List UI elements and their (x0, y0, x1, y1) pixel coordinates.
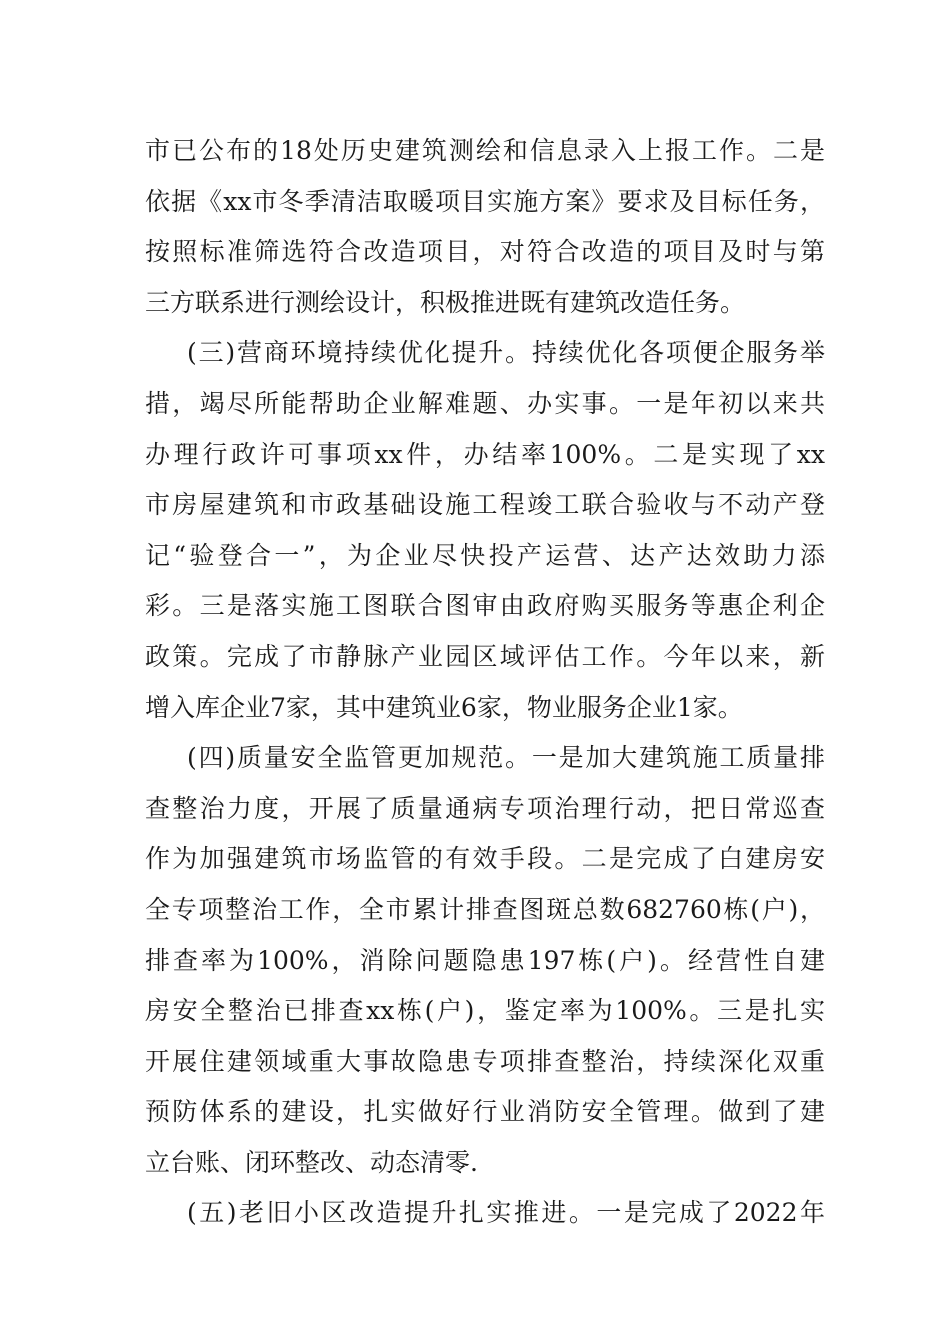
text-line: 立台账、闭环整改、动态清零. (145, 1147, 478, 1177)
text-line: 开展住建领域重大事故隐患专项排查整治，持续深化双重 (145, 1046, 825, 1076)
text-line: 查整治力度，开展了质量通病专项治理行动，把日常巡查 (145, 793, 825, 823)
text-line: 作为加强建筑市场监管的有效手段。二是完成了白建房安 (145, 844, 825, 874)
body-text (145, 126, 825, 1239)
text-line: 市房屋建筑和市政基础设施工程竣工联合验收与不动产登 (145, 490, 825, 520)
text-line: 按照标准筛选符合改造项目，对符合改造的项目及时与第 (145, 237, 825, 267)
text-line: 预防体系的建设，扎实做好行业消防安全管理。做到了建 (145, 1097, 825, 1127)
section-heading-line: (三)营商环境持续优化提升。持续优化各项便企服务举 (187, 338, 825, 368)
text-line: 增入库企业7家，其中建筑业6家，物业服务企业1家。 (145, 692, 743, 722)
text-line: 政策。完成了市静脉产业园区域评估工作。今年以来，新 (145, 641, 825, 671)
text-line: 记“验登合一”，为企业尽快投产运营、达产达效助力添 (145, 540, 825, 570)
text-line: 措，竭尽所能帮助企业解难题、办实事。一是年初以来共 (145, 388, 825, 418)
text-line: 彩。三是落实施工图联合图审由政府购买服务等惠企利企 (145, 591, 825, 621)
text-line: 房安全整治已排查xx栋(户)，鉴定率为100%。三是扎实 (145, 996, 825, 1026)
text-line: 排查率为100%，消除问题隐患197栋(户)。经营性自建 (145, 945, 825, 975)
text-line: 全专项整治工作，全市累计排查图斑总数682760栋(户)， (145, 894, 825, 924)
text-line: 三方联系进行测绘设计，积极推进既有建筑改造任务。 (145, 287, 746, 317)
text-line: 市已公布的18处历史建筑测绘和信息录入上报工作。二是 (145, 136, 825, 165)
section-heading-line: (四)质量安全监管更加规范。一是加大建筑施工质量排 (187, 743, 825, 773)
text-line: 办理行政许可事项xx件，办结率100%。二是实现了xx (145, 439, 825, 469)
section-heading-line: (五)老旧小区改造提升扎实推进。一是完成了2022年 (187, 1198, 825, 1228)
text-line: 依据《xx市冬季清洁取暖项目实施方案》要求及目标任务， (145, 186, 825, 216)
